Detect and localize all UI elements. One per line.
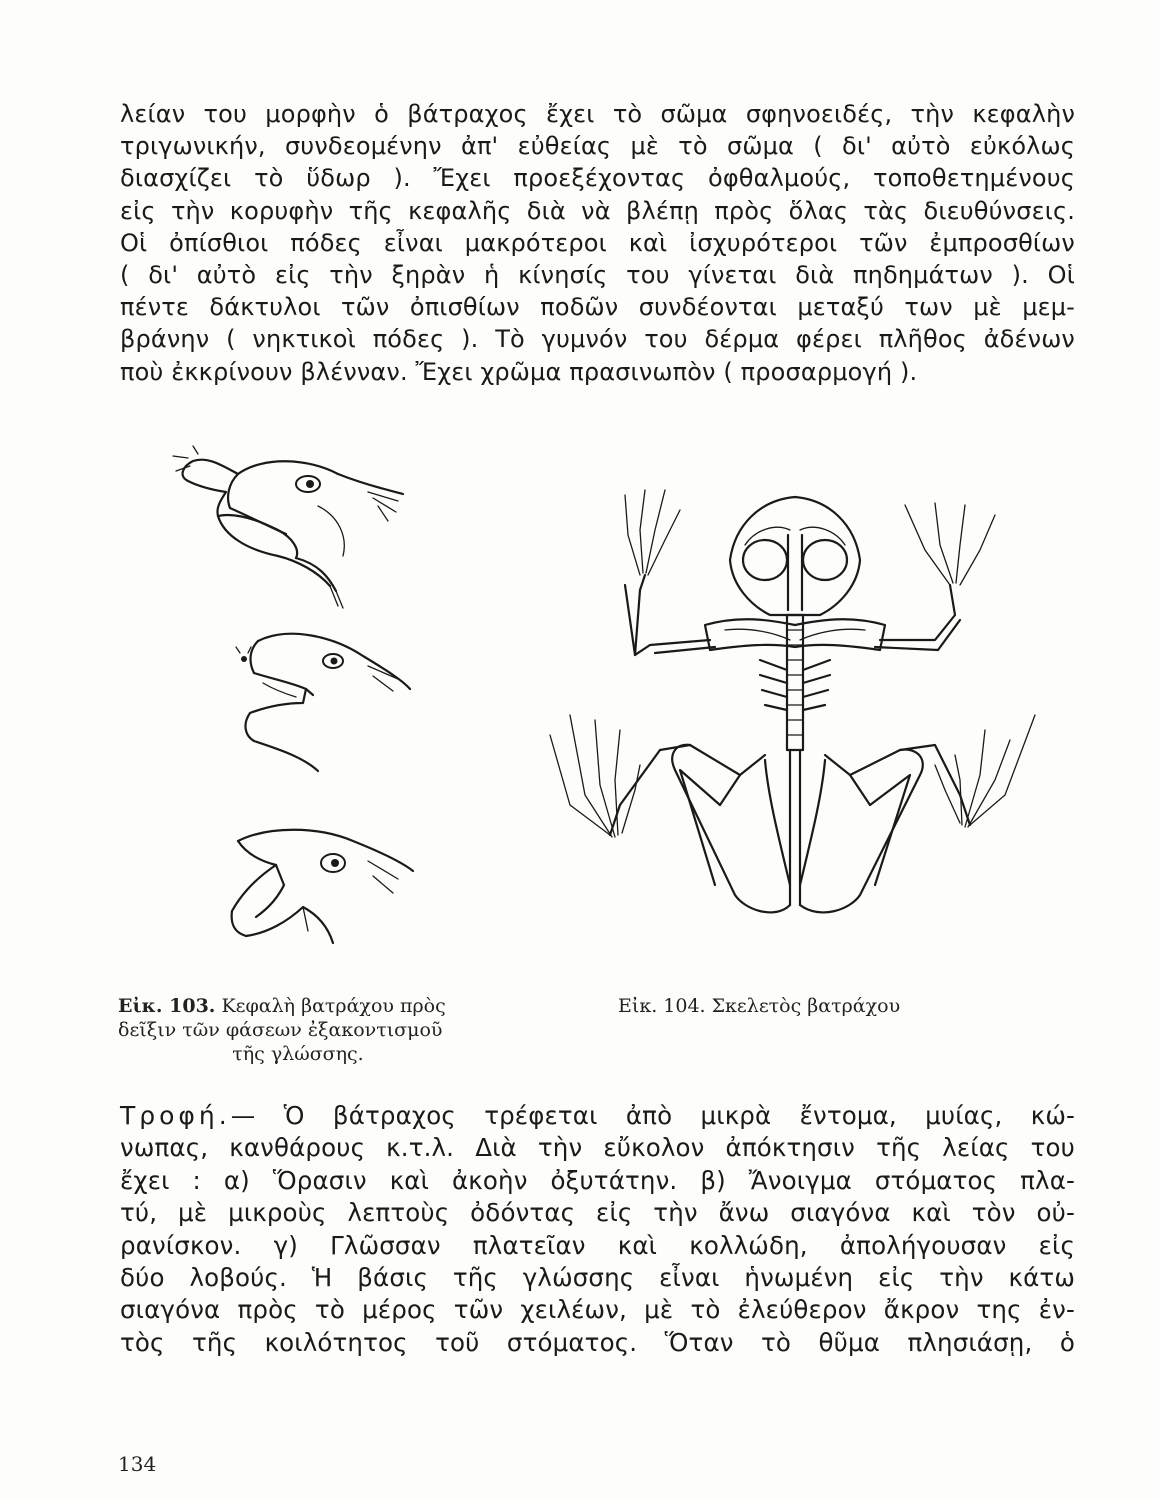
paragraph-frog-morphology bbox=[120, 98, 1075, 388]
text-line: δύο λοβούς. Ἡ βάσις τῆς γλώσσης εἶναι ἡνωμένη εἰς τὴν κάτω bbox=[120, 1263, 1075, 1293]
figure-104-number: Εἰκ. 104. bbox=[618, 995, 706, 1017]
figure-104-caption-text: Σκελετὸς βατράχου bbox=[711, 995, 901, 1017]
text-line: τριγωνικήν, συνδεομένην ἀπ' εὐθείας μὲ τὸ σῶμα ( δι' αὐτὸ εὐκόλως bbox=[120, 132, 1075, 161]
right-forelimb bbox=[875, 503, 995, 650]
figure-103-number: Εἰκ. 103. bbox=[118, 995, 216, 1017]
left-forelimb bbox=[625, 490, 715, 655]
skull bbox=[730, 497, 860, 615]
figure-103-caption-line3: τῆς γλώσσης. bbox=[232, 1043, 364, 1065]
text-line: ποὺ ἐκκρίνουν βλένναν. Ἔχει χρῶμα πρασινωπὸν ( προσαρμογή ). bbox=[120, 357, 918, 386]
text-line: ἔχει : α) Ὅρασιν καὶ ἀκοὴν ὀξυτάτην. β) Ἄνοιγμα στόματος πλα- bbox=[120, 1165, 1075, 1195]
text-line: πέντε δάκτυλοι τῶν ὀπισθίων ποδῶν συνδέονται μεταξύ των μὲ μεμ- bbox=[120, 293, 1075, 322]
figure-103-caption bbox=[118, 994, 518, 1066]
text-line-with-heading bbox=[120, 1100, 1075, 1132]
text-line: Οἱ ὀπίσθιοι πόδες εἶναι μακρότεροι καὶ ἰσχυρότεροι τῶν ἐμπροσθίων bbox=[120, 228, 1075, 257]
text-line: λείαν του μορφὴν ὁ βάτραχος ἔχει τὸ σῶμα σφηνοειδές, τὴν κεφαλὴν bbox=[120, 100, 1075, 128]
frog-head-mouth-wide bbox=[232, 830, 413, 943]
figure-104-frog-skeleton bbox=[540, 475, 1050, 945]
figure-104-caption bbox=[618, 994, 978, 1018]
text-line: βράνην ( νηκτικοὶ πόδες ). Τὸ γυμνόν του δέρμα φέρει πλῆθος ἀδένων bbox=[120, 325, 1075, 354]
text-line: τὸς τῆς κοιλότητος τοῦ στόματος. Ὅταν τὸ θῦμα πλησιάσῃ, ὁ bbox=[120, 1327, 1075, 1357]
section-heading: Τροφή. bbox=[120, 1101, 231, 1130]
frog-head-tongue-extended bbox=[173, 446, 403, 608]
vertebral-column bbox=[760, 615, 830, 750]
text-line: τύ, μὲ μικροὺς λεπτοὺς ὀδόντας εἰς τὴν ἄνω σιαγόνα καὶ τὸν οὐ- bbox=[120, 1198, 1075, 1228]
figure-103-caption-line2: δεῖξιν τῶν φάσεων ἐξακοντισμοῦ bbox=[118, 1019, 443, 1041]
pelvis-urostyle bbox=[720, 750, 870, 905]
text-line: ρανίσκον. γ) Γλῶσσαν πλατεῖαν καὶ κολλώδη, ἀπολήγουσαν εἰς bbox=[120, 1230, 1075, 1260]
text-line: εἰς τὴν κορυφὴν τῆς κεφαλῆς διὰ νὰ βλέπῃ πρὸς ὅλας τὰς διευθύνσεις. bbox=[120, 196, 1075, 225]
text-line: — Ὁ βάτραχος τρέφεται ἀπὸ μικρὰ ἔντομα, μυίας, κώ- bbox=[230, 1101, 1075, 1130]
text-line: διασχίζει τὸ ὕδωρ ). Ἔχει προεξέχοντας ὀφθαλμούς, τοποθετημένους bbox=[120, 164, 1075, 193]
right-hindlimb bbox=[800, 715, 1035, 912]
frog-head-mouth-open bbox=[236, 634, 410, 771]
page-number: 134 bbox=[118, 1452, 157, 1476]
paragraph-frog-feeding bbox=[120, 1100, 1075, 1359]
text-line: νωπας, κανθάρους κ.τ.λ. Διὰ τὴν εὔκολον ἀπόκτησιν τῆς λείας του bbox=[120, 1133, 1075, 1163]
figure-103-caption-line1: Κεφαλὴ βατράχου πρὸς bbox=[221, 995, 446, 1017]
left-hindlimb bbox=[550, 715, 790, 912]
text-line: ( δι' αὐτὸ εἰς τὴν ξηρὰν ἡ κίνησίς του γίνεται διὰ πηδημάτων ). Οἱ bbox=[120, 261, 1075, 290]
figure-103-frog-heads bbox=[168, 446, 418, 966]
text-line: σιαγόνα πρὸς τὸ μέρος τῶν χειλέων, μὲ τὸ ἐλεύθερον ἄκρον της ἐν- bbox=[120, 1295, 1075, 1325]
